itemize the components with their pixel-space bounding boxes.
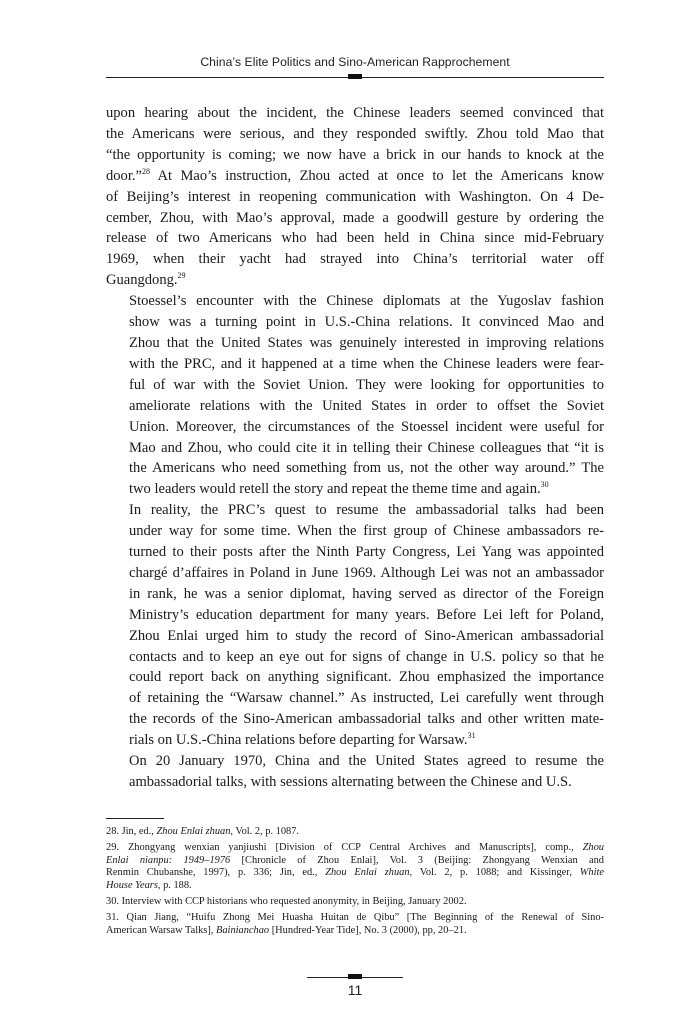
footnote-29-line: House Years, p. 188.: [106, 879, 192, 891]
text-line: of Beijing’s interest in reopening communication with Washington. On 4 De-: [106, 188, 604, 205]
text-line: door.”$^{28}$ At Mao’s instruction, Zhou acted at once to let the Americans know: [106, 166, 604, 184]
footnote-ref[interactable]: 29: [177, 271, 186, 281]
footnote-29: [106, 842, 604, 892]
text-line: Union. Moreover, the circumstances of the Stoessel incident were useful for: [129, 418, 604, 435]
text-line: Mao and Zhou, who could cite it in telling their Chinese colleagues that “it is: [129, 439, 604, 456]
text-line: rials on U.S.-China relations before departing for Warsaw.$^{31}$: [129, 731, 476, 749]
text-line: the Americans who need something from us, not the other way around.” The: [129, 460, 604, 477]
footnote-ref[interactable]: 30: [540, 480, 549, 490]
footnote-29-line: Renmin Chubanshe, 1997), p. 336; Jin, ed., Zhou Enlai zhuan, Vol. 2, p. 1088; and Kissinger, White: [106, 867, 604, 879]
footnote-30: 30. Interview with CCP historians who requested anonymity, in Beijing, January 2002.: [106, 896, 467, 908]
text-line: release of two Americans who had been held in China since mid-February: [106, 230, 604, 247]
text-line: On 20 January 1970, China and the United States agreed to resume the: [129, 753, 604, 770]
body-text: [106, 103, 604, 793]
text-line: two leaders would retell the story and repeat the theme time and again.$^{30}$: [129, 480, 549, 498]
text-line: in rank, he was a senior diplomat, having served as director of the Foreign: [129, 585, 604, 602]
text-line: Ministry’s education department for many years. Before Lei left for Poland,: [129, 606, 604, 623]
text-line: “the opportunity is coming; we now have a brick in our hands to knock at the: [106, 146, 604, 163]
text-line: ful of war with the Soviet Union. They were looking for opportunities to: [129, 376, 604, 393]
text-line: chargé d’affaires in Poland in June 1969. Although Lei was not an ambassador: [129, 564, 604, 581]
text-line: the Americans were serious, and they responded swiftly. Zhou told Mao that: [106, 125, 604, 142]
text-line: ambassadorial talks, with sessions alternating between the Chinese and U.S.: [129, 774, 572, 790]
footnotes: [106, 826, 604, 941]
header-rule-tab: [348, 74, 362, 79]
text-line: 1969, when their yacht had strayed into China’s territorial water off: [106, 251, 604, 268]
text-line: Zhou Enlai urged him to study the record of Sino-American ambassadorial: [129, 627, 604, 644]
paragraph-4: [106, 751, 604, 793]
footnote-31: [106, 912, 604, 937]
footnote-rule: [106, 818, 164, 819]
footnote-29-line: Enlai nianpu: 1949–1976 [Chronicle of Zhou Enlai], Vol. 3 (Beijing: Zhongyang Wenxian and: [106, 854, 604, 866]
footnote-28: 28. Jin, ed., Zhou Enlai zhuan, Vol. 2, p. 1087.: [106, 826, 300, 837]
text-line: ameliorate relations with the United States in order to offset the Soviet: [129, 397, 604, 414]
text-line: Zhou that the United States was genuinely interested in improving relations: [129, 334, 604, 351]
text-line: Stoessel’s encounter with the Chinese diplomats at the Yugoslav fashion: [129, 293, 604, 310]
text-line: upon hearing about the incident, the Chinese leaders seemed convinced that: [106, 105, 604, 121]
page-number: 11: [347, 982, 363, 998]
text-line: could report back on anything significant. Zhou emphasized the importance: [129, 669, 604, 686]
paragraph-3: [106, 500, 604, 751]
footer-rule-tab: [348, 974, 362, 979]
footnote-31-line: 31. Qian Jiang, “Huifu Zhong Mei Huasha Huitan de Qibu” [The Beginning of the Renewal of Sino-: [106, 912, 604, 924]
footnote-31-line: American Warsaw Talks], Bainianchao [Hundred-Year Tide], No. 3 (2000), pp, 20–21.: [106, 924, 467, 936]
text-line: Guangdong.$^{29}$: [106, 271, 186, 289]
text-line: turned to their posts after the Ninth Party Congress, Lei Yang was appointed: [129, 544, 604, 561]
text-line: of retaining the “Warsaw channel.” As instructed, Lei carefully went through: [129, 690, 604, 707]
paragraph-1: [106, 103, 604, 291]
text-line: show was a turning point in U.S.-China relations. It convinced Mao and: [129, 314, 604, 331]
text-line: under way for some time. When the first group of Chinese ambassadors re-: [129, 523, 604, 540]
footnote-ref[interactable]: 31: [467, 731, 476, 741]
text-line: In reality, the PRC’s quest to resume the ambassadorial talks had been: [129, 502, 604, 519]
paragraph-2: [106, 291, 604, 500]
text-line: the records of the Sino-American ambassadorial talks and other written mate-: [129, 711, 604, 728]
running-head: China’s Elite Politics and Sino-American Rapprochement: [200, 55, 510, 69]
text-line: cember, Zhou, with Mao’s approval, made a goodwill gesture by ordering the: [106, 209, 604, 226]
footnote-29-line: 29. Zhongyang wenxian yanjiushi [Division of CCP Central Archives and Manuscripts], comp., Zhou: [106, 842, 604, 854]
text-line: with the PRC, and it happened at a time when the Chinese leaders were fear-: [129, 355, 604, 372]
text-line: contacts and to keep an eye out for signs of change in U.S. policy so that he: [129, 648, 604, 665]
footnote-ref[interactable]: 28: [141, 166, 150, 176]
